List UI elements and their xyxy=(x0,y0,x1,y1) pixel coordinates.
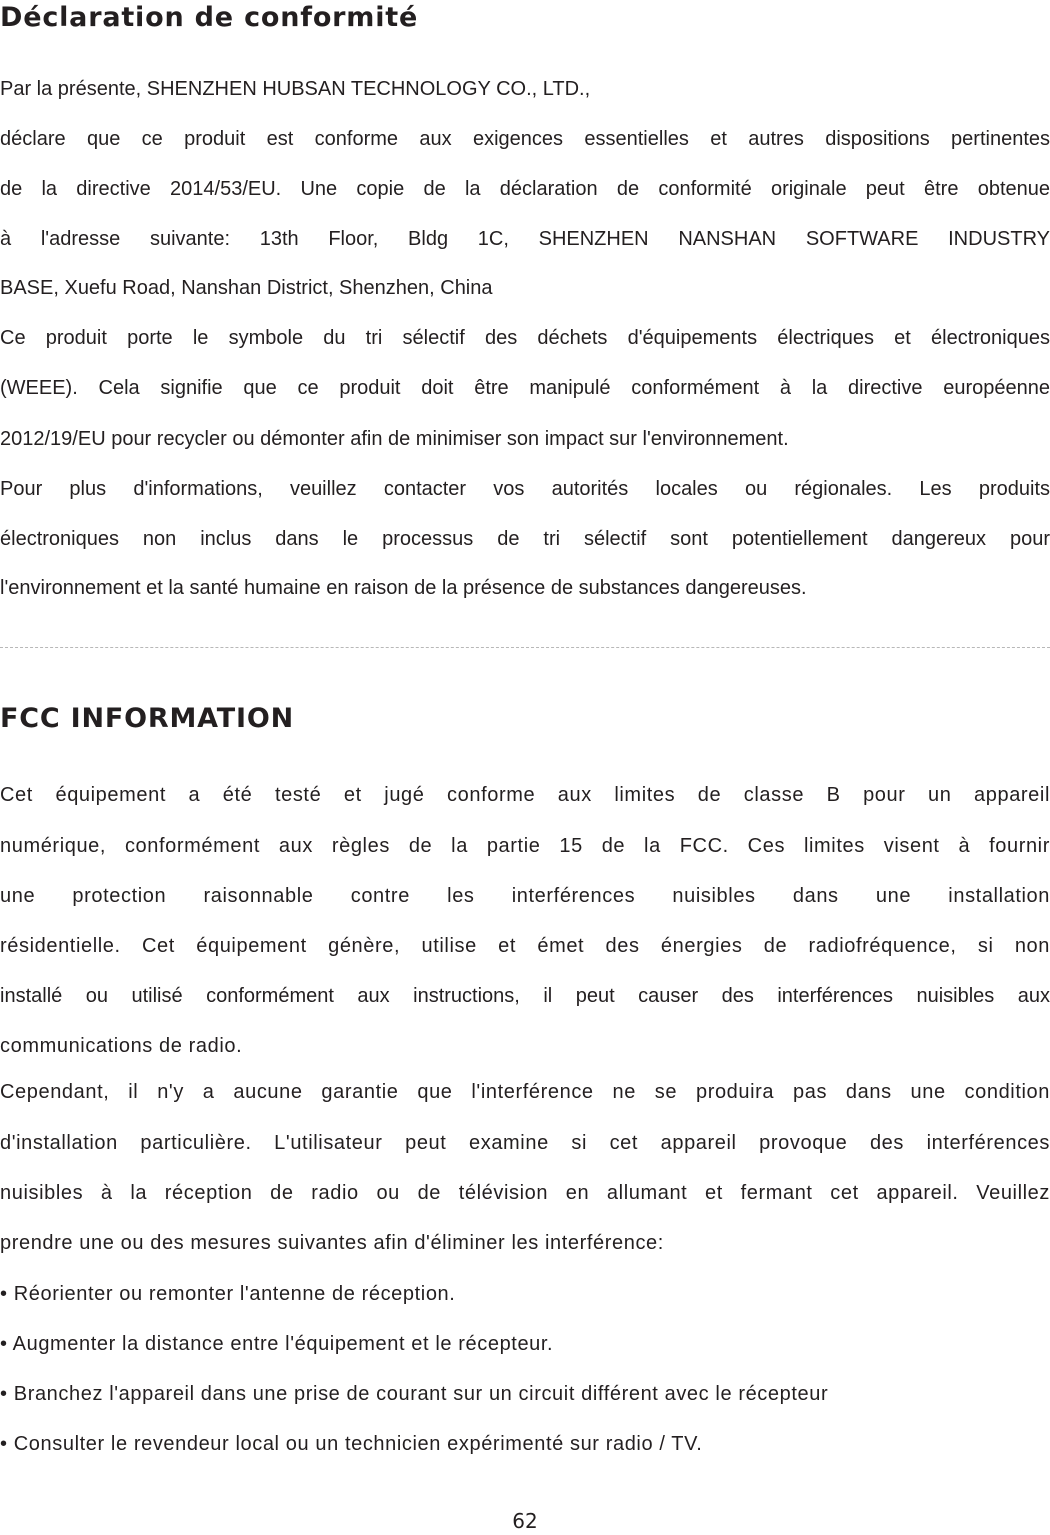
text-line: Ce produit porte le symbole du tri sélectif des déchets d'équipements électriques et électroniques xyxy=(0,327,1050,349)
text-line: déclare que ce produit est conforme aux exigences essentielles et autres dispositions pertinentes xyxy=(0,128,1050,150)
page-number: 62 xyxy=(512,1509,538,1533)
bullet-item: • Réorienter ou remonter l'antenne de réception. xyxy=(0,1283,456,1305)
bullet-item: • Consulter le revendeur local ou un technicien expérimenté sur radio / TV. xyxy=(0,1433,703,1455)
text-line: Cependant, il n'y a aucune garantie que l'interférence ne se produira pas dans une condition xyxy=(0,1081,1050,1103)
text-line: de la directive 2014/53/EU. Une copie de la déclaration de conformité originale peut être obtenue xyxy=(0,178,1050,200)
dashed-divider xyxy=(0,647,1050,648)
text-line: une protection raisonnable contre les interférences nuisibles dans une installation xyxy=(0,885,1050,907)
text-line: installé ou utilisé conformément aux instructions, il peut causer des interférences nuisibles aux xyxy=(0,985,1050,1007)
text-line: électroniques non inclus dans le processus de tri sélectif sont potentiellement dangereux pour xyxy=(0,528,1050,550)
text-line: numérique, conformément aux règles de la partie 15 de la FCC. Ces limites visent à fournir xyxy=(0,835,1050,857)
bullet-item: • Branchez l'appareil dans une prise de courant sur un circuit différent avec le récepteur xyxy=(0,1383,829,1405)
text-line: résidentielle. Cet équipement génère, utilise et émet des énergies de radiofréquence, si non xyxy=(0,935,1050,957)
text-line: 2012/19/EU pour recycler ou démonter afin de minimiser son impact sur l'environnement. xyxy=(0,428,789,450)
section-title-fcc: FCC INFORMATION xyxy=(0,703,294,734)
text-line: à l'adresse suivante: 13th Floor, Bldg 1C, SHENZHEN NANSHAN SOFTWARE INDUSTRY xyxy=(0,228,1050,250)
text-line: (WEEE). Cela signifie que ce produit doit être manipulé conformément à la directive européenne xyxy=(0,377,1050,399)
text-line: l'environnement et la santé humaine en raison de la présence de substances dangereuses. xyxy=(0,577,807,599)
text-line: nuisibles à la réception de radio ou de télévision en allumant et fermant cet appareil. Veuillez xyxy=(0,1182,1050,1204)
text-line: Par la présente, SHENZHEN HUBSAN TECHNOLOGY CO., LTD., xyxy=(0,78,591,100)
text-line: Pour plus d'informations, veuillez contacter vos autorités locales ou régionales. Les produits xyxy=(0,478,1050,500)
text-line: BASE, Xuefu Road, Nanshan District, Shenzhen, China xyxy=(0,277,493,299)
text-line: prendre une ou des mesures suivantes afin d'éliminer les interférence: xyxy=(0,1232,664,1254)
bullet-item: • Augmenter la distance entre l'équipement et le récepteur. xyxy=(0,1333,554,1355)
text-line: communications de radio. xyxy=(0,1035,243,1057)
text-line: Cet équipement a été testé et jugé conforme aux limites de classe B pour un appareil xyxy=(0,784,1050,806)
text-line: d'installation particulière. L'utilisateur peut examine si cet appareil provoque des interférences xyxy=(0,1132,1050,1154)
section-title-declaration: Déclaration de conformité xyxy=(0,2,419,33)
